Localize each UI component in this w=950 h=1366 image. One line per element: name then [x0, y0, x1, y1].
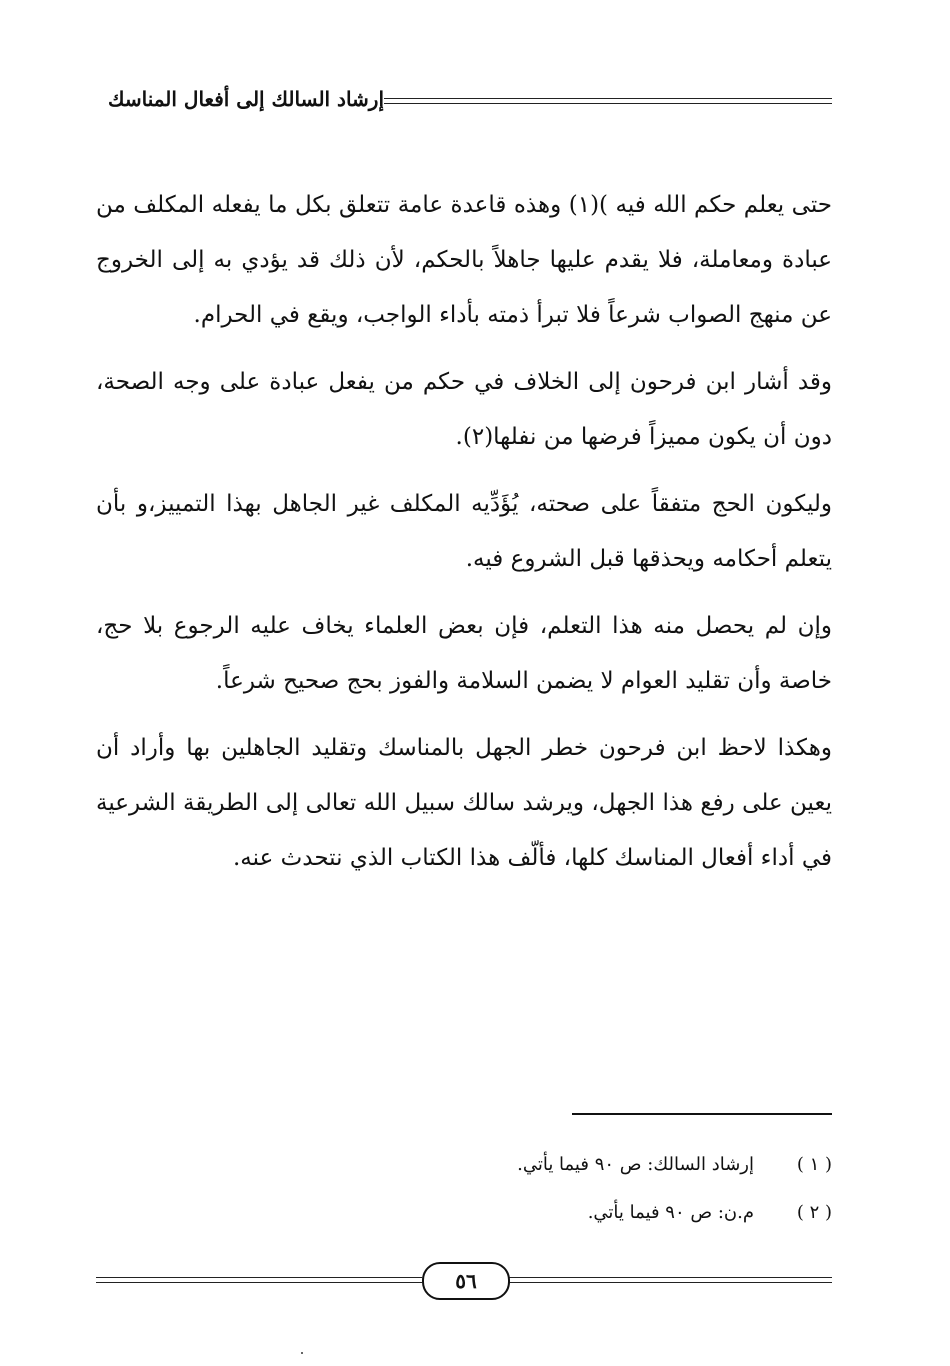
footnote-number: ( ٢ ): [796, 1201, 832, 1223]
body-text: [96, 178, 832, 898]
paragraph: وإن لم يحصل منه هذا التعلم، فإن بعض العلماء يخاف عليه الرجوع بلا حج، خاصة وأن تقليد العوام لا يضمن السلامة والفوز بحج صحيح شرعاً.: [96, 613, 832, 694]
page-footer: [96, 1262, 832, 1302]
footnotes: [96, 1140, 832, 1236]
footnote-number: ( ١ ): [796, 1153, 832, 1175]
page-number: ٥٦: [422, 1262, 510, 1300]
paragraph: حتى يعلم حكم الله فيه )(١) وهذه قاعدة عامة تتعلق بكل ما يفعله المكلف من عبادة ومعاملة، فلا يقدم عليها جاهلاً بالحكم، لأن ذلك قد يؤدي به إلى الخروج عن منهج الصواب شرعاً فلا تبرأ ذمته بأداء الواجب، ويقع في الحرام.: [96, 192, 832, 328]
paragraph: وليكون الحج متفقاً على صحته، يُؤَدِّيه المكلف غير الجاهل بهذا التمييز،و بأن يتعلم أحكامه ويحذقها قبل الشروع فيه.: [96, 491, 832, 572]
footnote-text: إرشاد السالك: ص ٩٠ فيما يأتي.: [517, 1153, 754, 1175]
scan-speck: [301, 1352, 303, 1354]
footnote: [96, 1188, 832, 1236]
footnote-separator: [572, 1113, 832, 1115]
header-rule: [384, 98, 832, 104]
footer-rule-right: [506, 1277, 832, 1283]
running-header: [96, 84, 832, 114]
footer-rule-left: [96, 1277, 422, 1283]
running-header-title: إرشاد السالك إلى أفعال المناسك: [108, 87, 385, 111]
footnote-text: م.ن: ص ٩٠ فيما يأتي.: [587, 1201, 754, 1223]
paragraph: وقد أشار ابن فرحون إلى الخلاف في حكم من يفعل عبادة على وجه الصحة، دون أن يكون مميزاً فرضها من نفلها(٢).: [96, 369, 832, 450]
paragraph: وهكذا لاحظ ابن فرحون خطر الجهل بالمناسك وتقليد الجاهلين بها وأراد أن يعين على رفع هذا الجهل، ويرشد سالك سبيل الله تعالى إلى الطريقة الشرعية في أداء أفعال المناسك كلها، فألّف هذا الكتاب الذي نتحدث عنه.: [96, 735, 832, 871]
footnote: [96, 1140, 832, 1188]
